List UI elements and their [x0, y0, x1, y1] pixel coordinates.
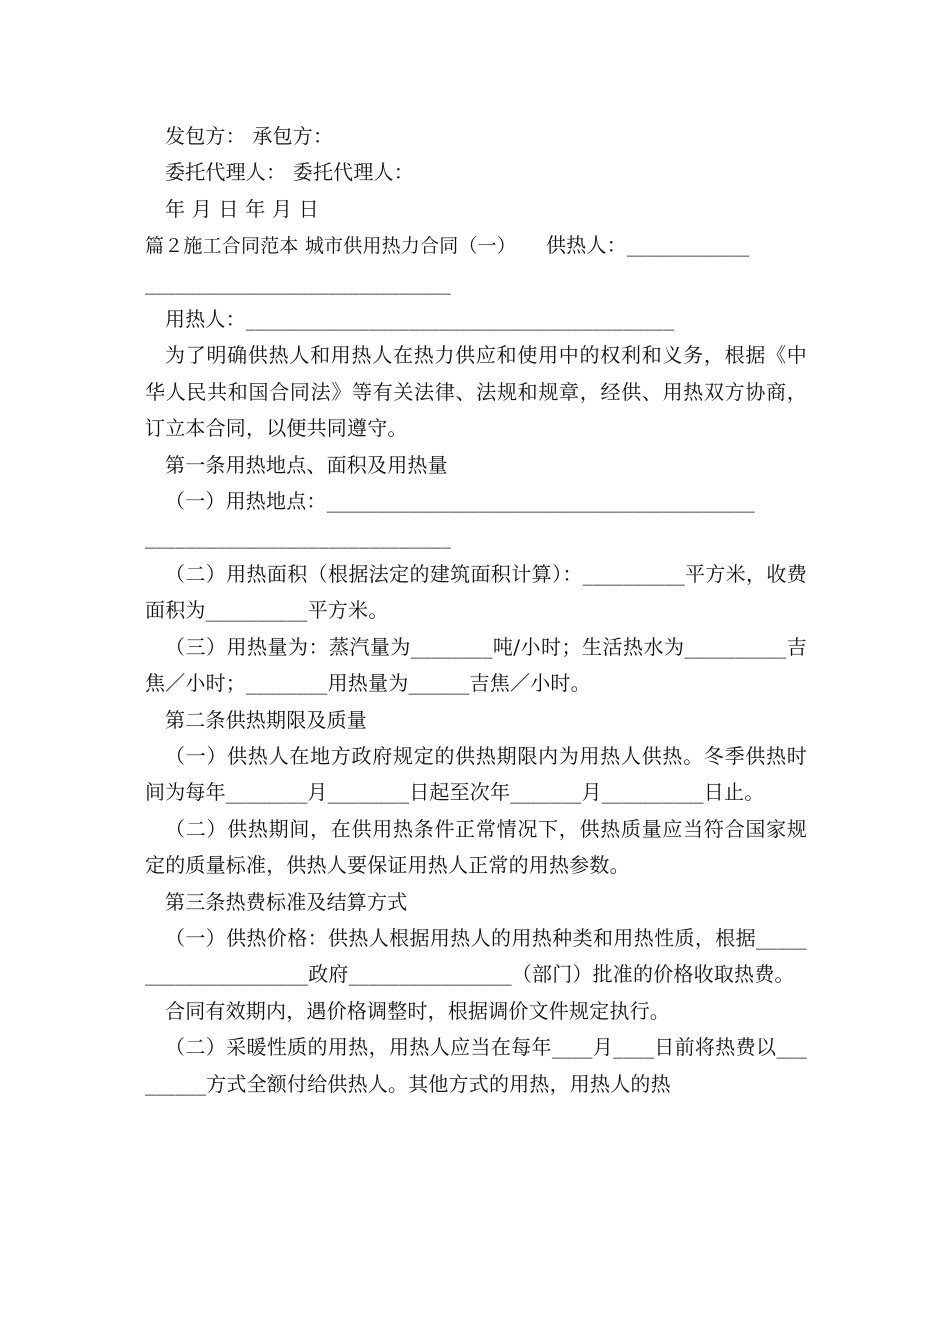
consumer-line: 用热人：__________________________________________: [165, 307, 675, 332]
article3-item1: （一）供热价格：供热人根据用热人的用热种类和用热性质，根据_____________________政府________________（部门）批准的价格收取热费。: [145, 925, 807, 987]
contract-title-line: [145, 227, 807, 264]
document-body: [145, 118, 807, 1102]
supplier-label: 供热人：: [546, 233, 627, 258]
article3-item2: （二）采暖性质的用热，用热人应当在每年____月____日前将热费以_________方式全额付给供热人。其他方式的用热，用热人的热: [145, 1035, 807, 1096]
article1-heading: 第一条用热地点、面积及用热量: [165, 452, 448, 477]
article3-heading: 第三条热费标准及结算方式: [165, 889, 408, 914]
article2-item2: （二）供热期间，在供用热条件正常情况下，供热质量应当符合国家规定的质量标准，供热人要保证用热人正常的用热参数。: [145, 816, 807, 878]
signature-parties-line: 发包方： 承包方：: [165, 124, 334, 148]
article1-item1: （一）用热地点：__________________________________________: [165, 489, 755, 514]
intro-paragraph: 为了明确供热人和用热人在热力供应和使用中的权利和义务，根据《中华人民共和国合同法》等有关法律、法规和规章，经供、用热双方协商，订立本合同，以便共同遵守。: [145, 343, 807, 441]
contract-title: 篇２施工合同范本 城市供用热力合同（一）: [145, 235, 517, 258]
signature-agents-line: 委托代理人： 委托代理人：: [165, 160, 414, 185]
article1-item1-continuation: ______________________________: [145, 525, 451, 550]
supplier-blank-continuation: ______________________________: [145, 270, 451, 295]
signature-date-line: 年 月 日 年 月 日: [165, 196, 319, 221]
article2-heading: 第二条供热期限及质量: [165, 707, 367, 732]
supplier-blank: ____________: [626, 233, 750, 258]
article1-item2: （二）用热面积（根据法定的建筑面积计算）：__________平方米，收费面积为__________平方米。: [145, 561, 807, 623]
article3-note: 合同有效期内，遇价格调整时，根据调价文件规定执行。: [165, 998, 670, 1023]
article2-item1: （一）供热人在地方政府规定的供热期限内为用热人供热。冬季供热时间为每年________月________日起至次年_______月__________日止。: [145, 743, 807, 805]
article1-item3: （三）用热量为：蒸汽量为________吨/小时；生活热水为__________吉焦／小时；________用热量为______吉焦／小时。: [145, 634, 807, 696]
